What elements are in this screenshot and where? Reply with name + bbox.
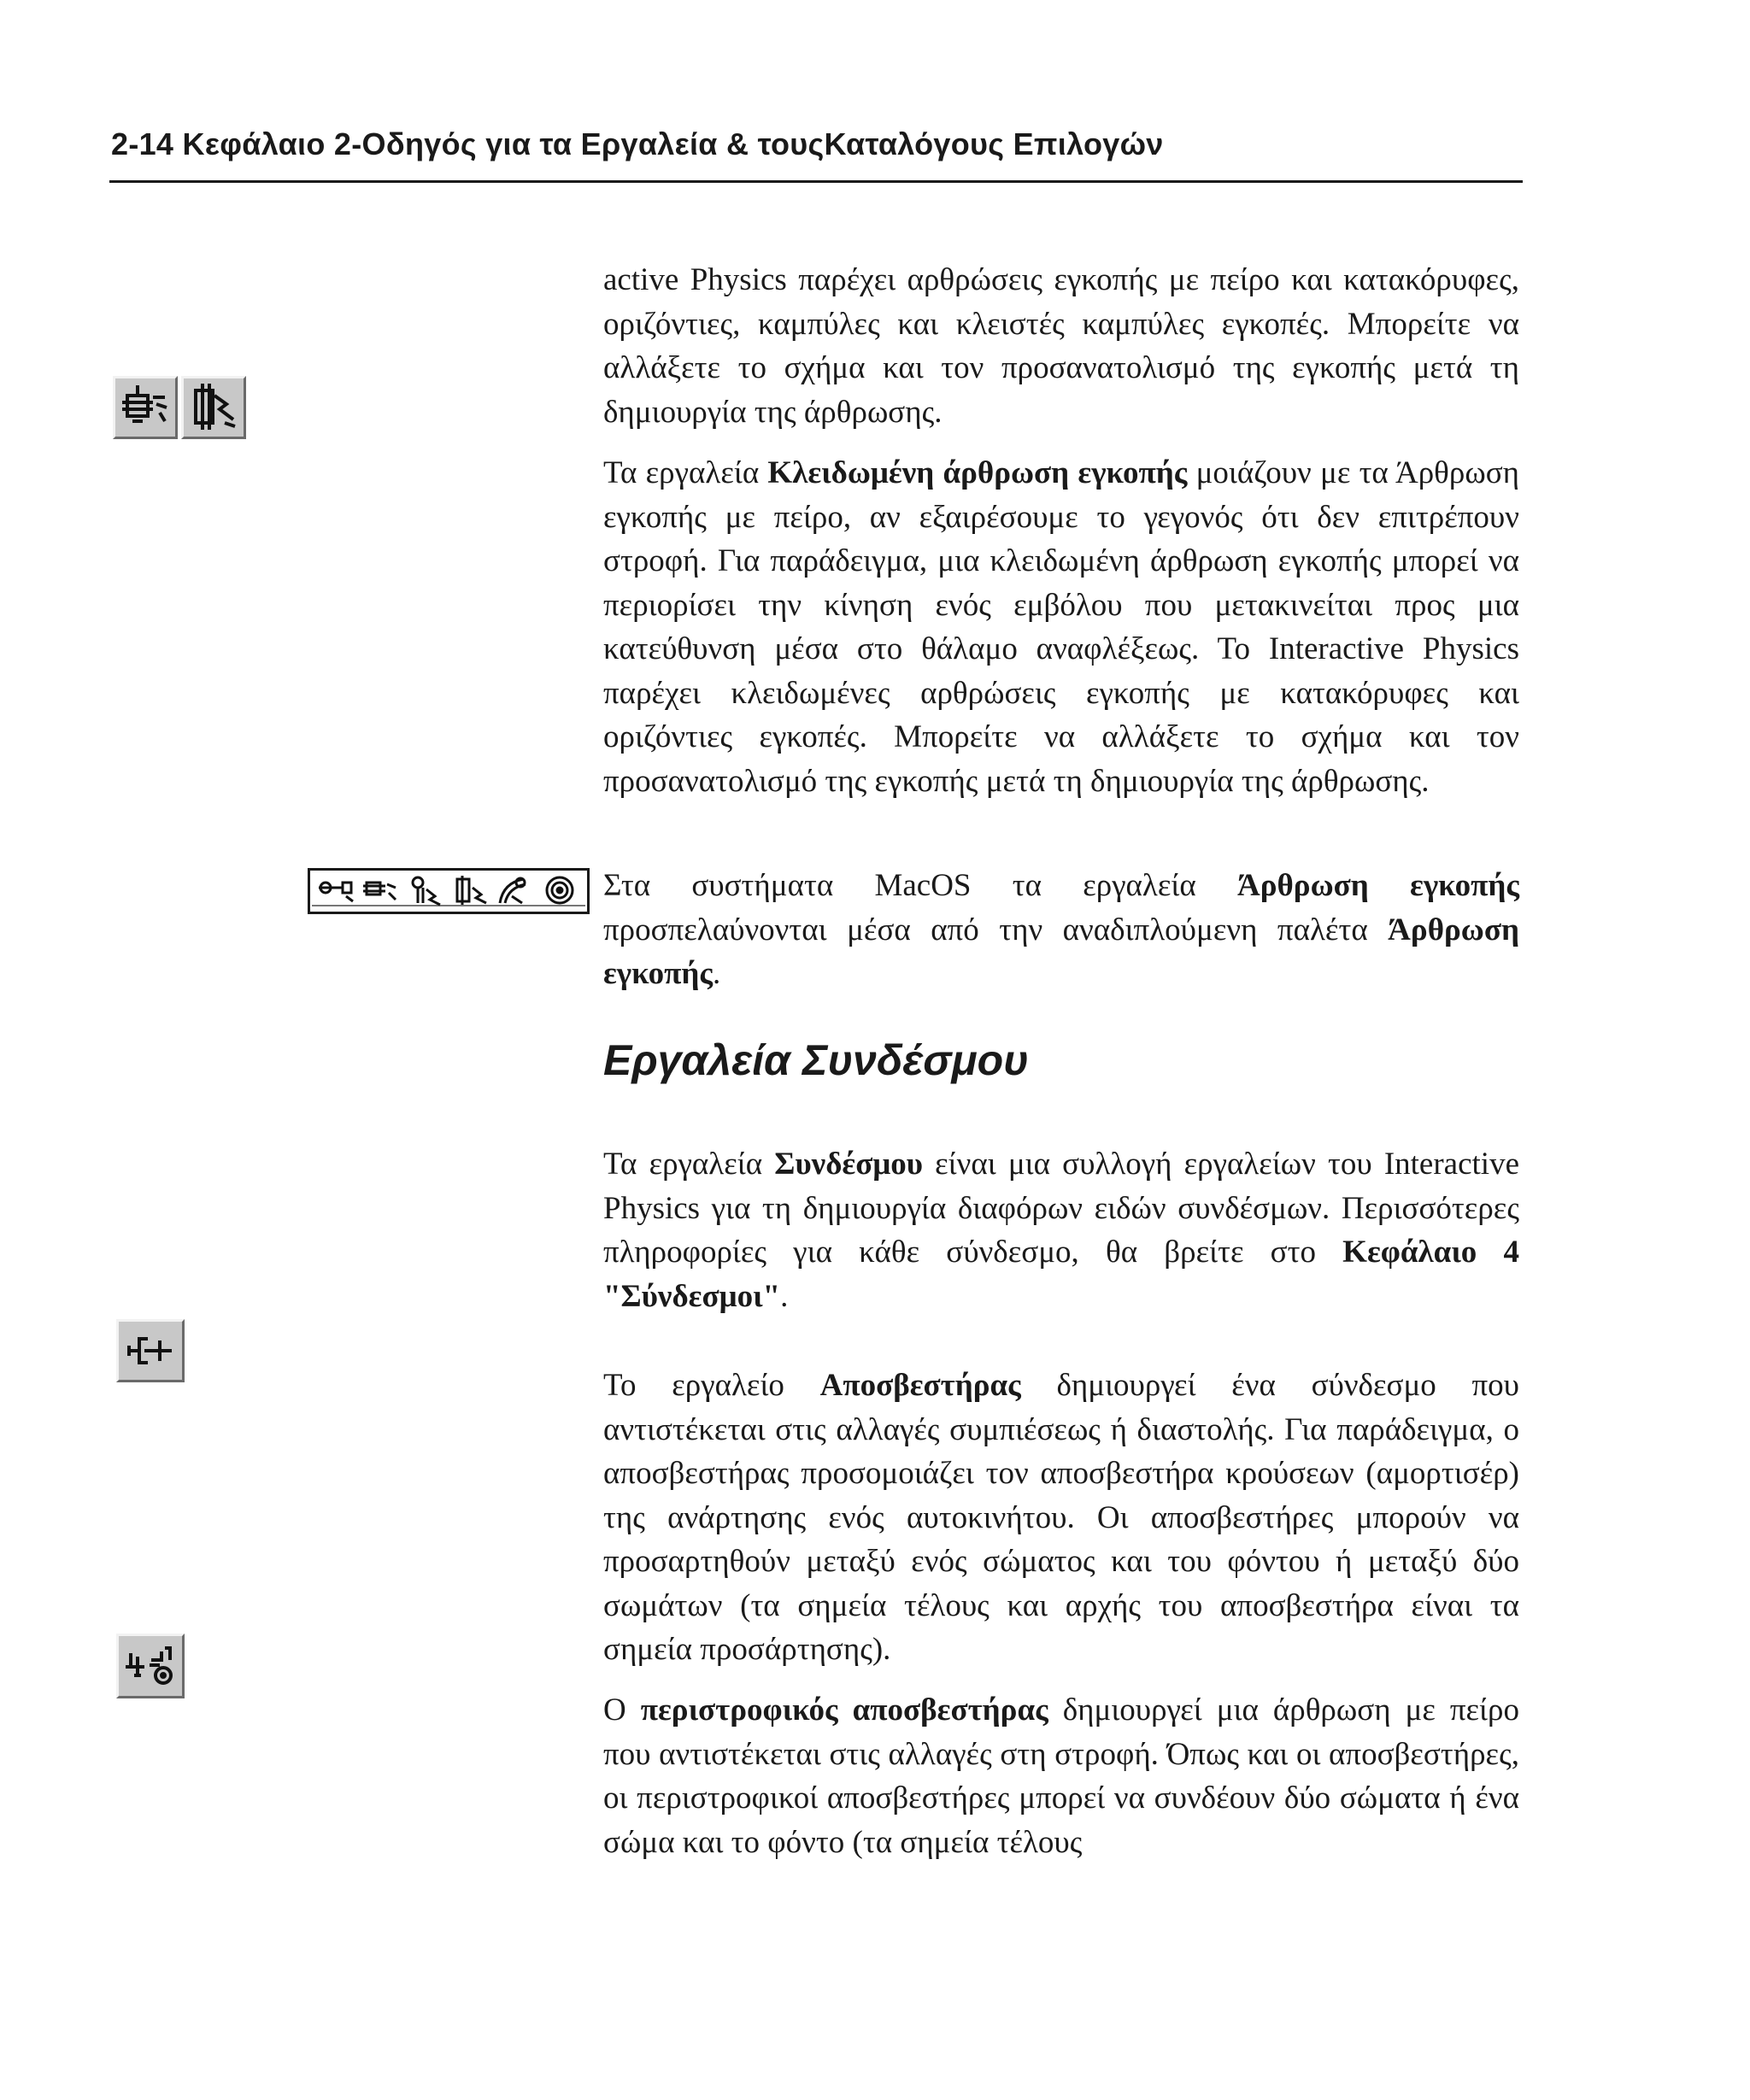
damper-paragraph [603, 1364, 1519, 1672]
text-run: είναι μια συλλογή εργαλείων του Interactive Physics για τη δημιουργία διαφόρων ειδών συνδέσμων. Περισσότερες πληροφορίες για κάθε σύνδεσμο, θα βρείτε στο [603, 1147, 1519, 1270]
vertical-slot-icon[interactable] [406, 874, 445, 906]
locked-horizontal-slot-joint-icon [115, 378, 175, 437]
rotary-damper-paragraph [603, 1688, 1519, 1864]
term-slot-joint-palette: Άρθρωση εγκοπής [603, 912, 1519, 991]
text-run: μοιάζουν με τα Άρθρωση εγκοπής με πείρο, αν εξαιρέσουμε το γεγονός ότι δεν επιτρέπουν στροφή. Για παράδειγμα, μια κλειδωμένη άρθρωση εγκοπής μπορεί να περιορίσει την κίνηση ενός εμβόλου που μετακινείται προς μια κατεύθυνση μέσα στο θάλαμο αναφλέξεως. Το Interactive Physics παρέχει κλειδωμένες αρθρώσεις εγκοπής με κατακόρυφες και οριζόντιες εγκοπές. Μπορείτε να αλλάξετε το σχήμα και τον προσανατολισμό της εγκοπής μετά τη δημιουργία της άρθρωσης. [603, 455, 1520, 799]
section-title: Εργαλεία Συνδέσμου [603, 1036, 1029, 1084]
macos-slot-joint-palette[interactable] [308, 868, 590, 914]
text-run: Το εργαλείο [603, 1368, 820, 1403]
chapter-reference: Κεφάλαιο 4 "Σύνδεσμοι" [603, 1235, 1519, 1314]
text-run: προσπελαύνονται μέσα από την αναδιπλούμενη παλέτα [603, 912, 1389, 947]
term-slot-joint: Άρθρωση εγκοπής [1236, 868, 1519, 903]
text-run: δημιουργεί ένα σύνδεσμο που αντιστέκεται στις αλλαγές συμπιέσεως ή διαστολής. Για παράδειγμα, ο αποσβεστήρας προσομοιάζει τον αποσβεστήρα κρούσεων (αμορτισέρ) της ανάρτησης ενός αυτοκινήτου. Οι αποσβεστήρες μπορούν να προσαρτηθούν μεταξύ ενός σώματος και του φόντου ή μεταξύ δύο σωμάτων (τα σημεία τέλους και αρχής του αποσβεστήρα είναι τα σημεία προσάρτησης). [603, 1368, 1519, 1667]
locked-slot-joint-paragraph [603, 451, 1519, 803]
rotary-damper-tool[interactable] [116, 1634, 185, 1698]
rotary-damper-icon [119, 1636, 182, 1696]
term-locked-slot-joint: Κλειδωμένη άρθρωση εγκοπής [767, 455, 1188, 490]
horizontal-slot-alt-icon[interactable] [361, 876, 401, 905]
intro-paragraph: active Physics παρέχει αρθρώσεις εγκοπής με πείρο και κατακόρυφες, οριζόντιες, καμπύλες και κλειστές καμπύλες εγκοπές. Μπορείτε να αλλάξετε το σχήμα και τον προσανατολισμό της εγκοπής μετά τη δημιουργία της άρθρωσης. [603, 262, 1519, 430]
macos-paragraph [603, 864, 1519, 996]
closed-curved-slot-icon[interactable] [541, 874, 580, 906]
curved-slot-icon[interactable] [495, 874, 534, 906]
link-tools-paragraph [603, 1142, 1519, 1318]
text-run: . [780, 1278, 789, 1314]
text-run: Τα εργαλεία [603, 1147, 775, 1182]
text-run: Ο [603, 1692, 641, 1728]
vertical-slot-alt-icon[interactable] [450, 874, 490, 906]
page-header: 2-14 Κεφάλαιο 2-Οδηγός για τα Εργαλεία & τουςΚαταλόγους Επιλογών [111, 126, 1164, 161]
locked-vertical-slot-joint-icon [184, 378, 244, 437]
term-damper: Αποσβεστήρας [819, 1368, 1021, 1403]
header-rule [109, 180, 1523, 183]
term-link: Συνδέσμου [774, 1147, 924, 1182]
text-run: δημιουργεί μια άρθρωση με πείρο που αντιστέκεται στις αλλαγές στη στροφή. Όπως και οι αποσβεστήρες, οι περιστροφικοί αποσβεστήρες μπορεί να συνδέουν δύο σώματα ή ένα σώμα και το φόντο (τα σημεία τέλους [603, 1692, 1519, 1860]
term-rotary-damper: περιστροφικός αποσβεστήρας [640, 1692, 1048, 1728]
damper-tool[interactable] [116, 1319, 185, 1382]
damper-icon [119, 1322, 182, 1380]
locked-vertical-slot-joint-tool[interactable] [181, 376, 246, 439]
text-run: Τα εργαλεία [603, 455, 768, 490]
locked-horizontal-slot-joint-tool[interactable] [113, 376, 178, 439]
horizontal-slot-icon[interactable] [317, 876, 356, 905]
text-run: . [712, 956, 721, 991]
text-run: Στα συστήματα MacOS τα εργαλεία [603, 868, 1237, 903]
